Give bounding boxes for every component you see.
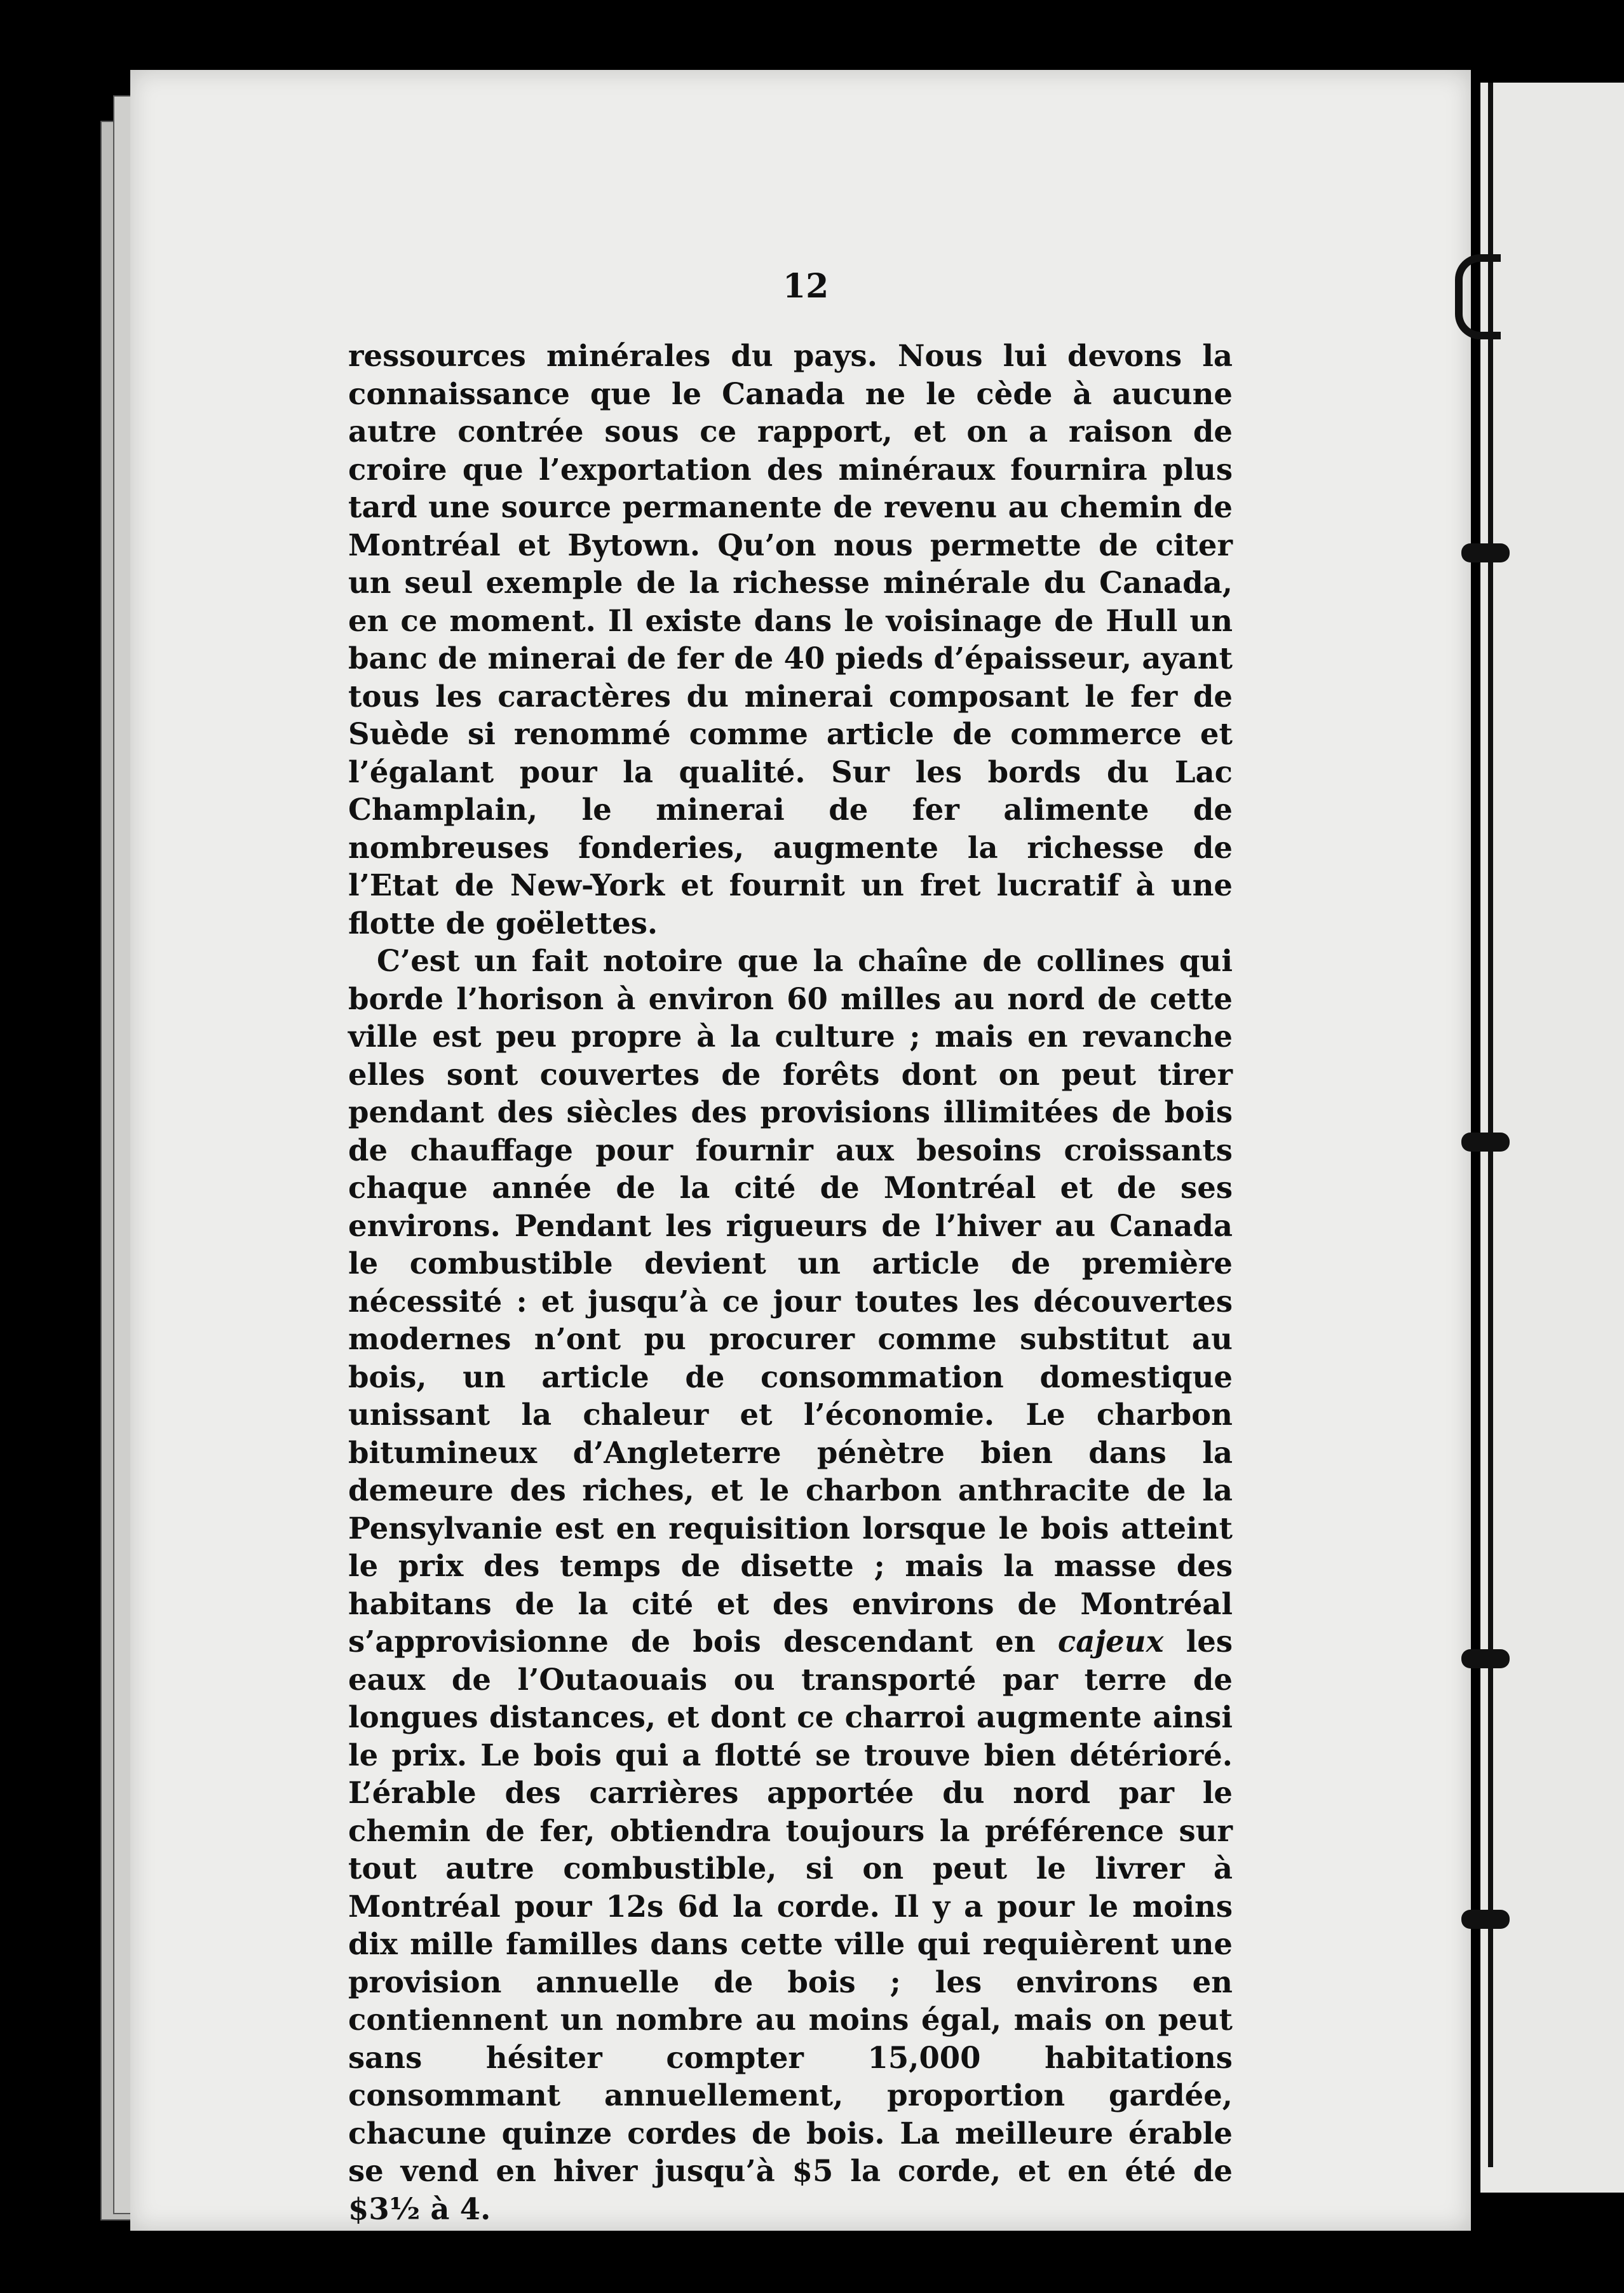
paragraph-text: C’est un fait notoire que la chaîne de collines qui borde l’horison à environ 60 milles au nord de cette ville est peu propre à la culture ; mais en revanche elles sont couvertes de forêts dont on peut tirer pendant des siècles des provisions illimitées de bois de chauffage pour fournir aux besoins croissants chaque année de la cité de Montréal et de ses environs. Pendant les rigueurs de l’hiver au Canada le combustible devient un article de première nécessité : et jusqu’à ce jour toutes les découvertes modernes n’ont pu procurer comme substitut au bois, un article de consommation domestique unissant la chaleur et l’économie. Le charbon bitumineux d’Angleterre pénètre bien dans la demeure des riches, et le charbon anthracite de la Pensylvanie est en requisition lorsque le bois atteint le prix des temps de disette ; mais la masse des habitans de la cité et des environs de Montréal s’approvisionne de bois descendant en — [348, 943, 1233, 1659]
paragraph — [348, 942, 1233, 2228]
binding-stitch — [1461, 1133, 1510, 1152]
paragraph-text: les eaux de l’Outaouais ou transporté par terre de longues distances, et dont ce charroi augmente ainsi le prix. Le bois qui a flotté se trouve bien détérioré. L’érable des carrières apportée du nord par le chemin de fer, obtiendra toujours la préférence sur tout autre combustible, si on peut le livrer à Montréal pour 12s 6d la corde. Il y a pour le moins dix mille familles dans cette ville qui requièrent une provision annuelle de bois ; les environs en contiennent un nombre au moins égal, mais on peut sans hésiter compter 15,000 habitations consommant annuellement, proportion gardée, chacune quinze cordes de bois. La meilleure érable se vend en hiver jusqu’à $5 la corde, et en été de $3½ à 4. — [348, 1624, 1233, 2226]
binding-loop — [1455, 254, 1501, 339]
paragraph: ressources minérales du pays. Nous lui devons la connaissance que le Canada ne le cède à aucune autre contrée sous ce rapport, et on a raison de croire que l’exportation des minéraux fournira plus tard une source permanente de revenu au chemin de Montréal et Bytown. Qu’on nous permette de citer un seul exemple de la richesse minérale du Canada, en ce moment. Il existe dans le voisinage de Hull un banc de minerai de fer de 40 pieds d’épaisseur, ayant tous les caractères du minerai composant le fer de Suède si renommé comme article de commerce et l’égalant pour la qualité. Sur les bords du Lac Champlain, le minerai de fer alimente de nombreuses fonderies, augmente la richesse de l’Etat de New-York et fournit un fret lucratif à une flotte de goëlettes. — [348, 338, 1233, 941]
binding-stitch — [1461, 1649, 1510, 1668]
body-text — [348, 337, 1233, 2228]
italic-term: cajeux — [1057, 1624, 1164, 1659]
binding-thread — [1488, 83, 1493, 2167]
binding-stitch — [1461, 543, 1510, 562]
binding-stitch — [1461, 1910, 1510, 1929]
page-number: 12 — [783, 267, 829, 306]
